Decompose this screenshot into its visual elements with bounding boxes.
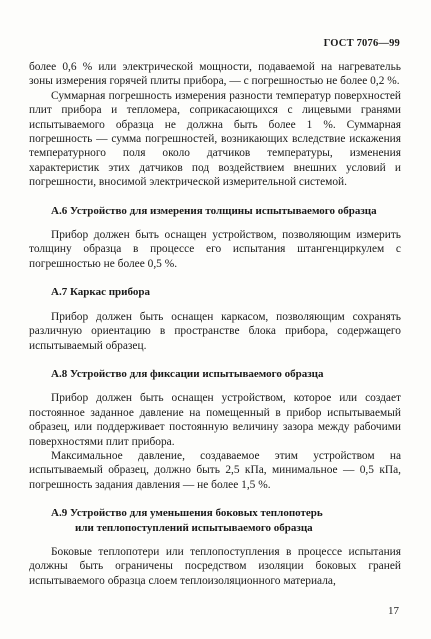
- section-title-a7: А.7 Каркас прибора: [51, 286, 150, 299]
- section-a7-paragraph: Прибор должен быть оснащен каркасом, позволяющим сохранять различную ориентацию в пространстве блока прибора, содержащего испытываемый образец.: [29, 310, 401, 352]
- section-title-a9-line2: или теплопоступлений испытываемого образца: [75, 521, 313, 534]
- section-title-a9: [29, 506, 401, 535]
- standard-number: ГОСТ 7076—99: [323, 38, 400, 49]
- section-title-a8: А.8 Устройство для фиксации испытываемого образца: [51, 367, 324, 380]
- section-title-a9-line1: А.9 Устройство для уменьшения боковых теплопотерь: [51, 507, 323, 520]
- page-content: [29, 60, 401, 588]
- section-a6-paragraph: Прибор должен быть оснащен устройством, позволяющим измерить толщину образца в процессе его испытания штангенциркулем с погрешностью не более 0,5 %.: [29, 229, 401, 270]
- paragraph-continuation: более 0,6 % или электрической мощности, подаваемой на нагревательь зоны измерения горячей плиты прибора, — с погрешностью не более 0,2 %.: [29, 61, 401, 88]
- page-number: 17: [388, 605, 399, 617]
- section-a9-paragraph: Боковые теплопотери или теплопоступления в процессе испытания должны быть ограничены посредством изоляции боковых граней испытываемого образца слоем теплоизоляционного материала,: [29, 545, 401, 587]
- section-title-a6: А.6 Устройство для измерения толщины испытываемого образца: [51, 204, 377, 217]
- paragraph-total-error: Суммарная погрешность измерения разности температур поверхностей плит прибора и тепломера, соприкасающихся с лицевыми гранями испытываемого образца не должна быть более 1 %. Суммарная погрешность — сумма погрешностей, возникающих вследствие искажения температурного поля около датчиков температуры, изменения характеристик этих датчиков под воздействием внешних условий и погрешности, вносимой электрической измерительной системой.: [29, 89, 401, 189]
- section-a8-paragraph-1: Прибор должен быть оснащен устройством, которое или создает постоянное заданное давление на помещенный в прибор испытываемый образец, или поддерживает постоянную величину зазора между рабочими поверхностями плит прибора.: [29, 392, 401, 448]
- section-a8-paragraph-2: Максимальное давление, создаваемое этим устройством на испытываемый образец, должно быть 2,5 кПа, минимальное — 0,5 кПа, погрешность задания давления — не более 1,5 %.: [29, 449, 401, 491]
